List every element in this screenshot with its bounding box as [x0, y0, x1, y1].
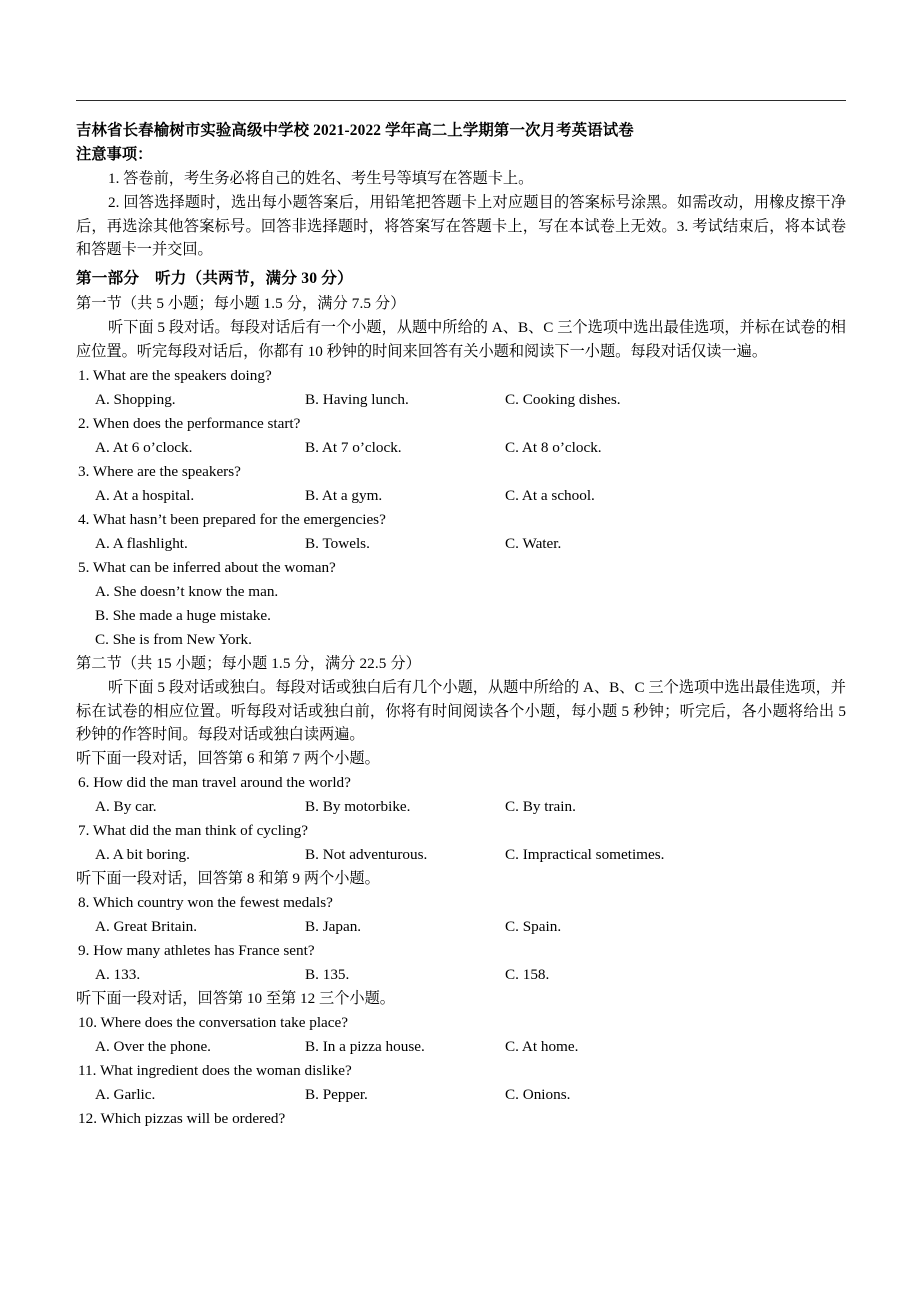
option-b[interactable]: B. At a gym.: [305, 486, 383, 504]
option-a[interactable]: A. Garlic.: [95, 1086, 156, 1104]
question-stem: 11. What ingredient does the woman dislike?: [78, 1062, 352, 1080]
option-a[interactable]: A. At a hospital.: [95, 486, 195, 504]
question-options: [76, 795, 846, 819]
question-options: [76, 1035, 846, 1059]
option-c[interactable]: C. At home.: [505, 1038, 579, 1056]
option-a[interactable]: A. Shopping.: [95, 390, 176, 408]
question-options: [76, 963, 846, 987]
question-stem: 6. How did the man travel around the world?: [78, 774, 351, 792]
option-a[interactable]: A. A bit boring.: [95, 846, 190, 864]
question-options: [76, 532, 846, 556]
question-stem: 7. What did the man think of cycling?: [78, 822, 309, 840]
section-one-directions: 听下面 5 段对话。每段对话后有一个小题，从题中所给的 A、B、C 三个选项中选出最佳选项，并标在试卷的相应位置。听完每段对话后，你都有 10 秒钟的时间来回答有关小题和阅读下一小题。每段对话仅读一遍。: [76, 319, 846, 360]
option-b[interactable]: B. 135.: [305, 966, 350, 984]
option-a[interactable]: A. By car.: [95, 798, 157, 816]
notice-item-1: 1. 答卷前，考生务必将自己的姓名、考生号等填写在答题卡上。: [108, 170, 534, 187]
question-stem: 8. Which country won the fewest medals?: [78, 894, 333, 912]
option-c[interactable]: C. Onions.: [505, 1086, 571, 1104]
notice-item-2: 2. 回答选择题时，选出每小题答案后，用铅笔把答题卡上对应题目的答案标号涂黑。如需改动，用橡皮擦干净后，再选涂其他答案标号。回答非选择题时，将答案写在答题卡上，写在本试卷上无效。3. 考试结束后，将本试卷和答题卡一并交回。: [76, 193, 846, 259]
option-b[interactable]: B. Not adventurous.: [305, 846, 428, 864]
option-a[interactable]: A. Great Britain.: [95, 918, 198, 936]
question-options: [76, 484, 846, 508]
section-two-heading: 第二节（共 15 小题；每小题 1.5 分，满分 22.5 分）: [76, 654, 421, 672]
question-stem: 4. What hasn’t been prepared for the emergencies?: [78, 510, 386, 528]
question-options: [76, 436, 846, 460]
question-stem: 5. What can be inferred about the woman?: [78, 558, 336, 576]
option-b[interactable]: B. At 7 o’clock.: [305, 438, 402, 456]
option-c[interactable]: C. At a school.: [505, 486, 595, 504]
option-b[interactable]: B. Having lunch.: [305, 390, 409, 408]
option-a[interactable]: A. A flashlight.: [95, 534, 188, 552]
question-stem: 9. How many athletes has France sent?: [78, 942, 315, 960]
option-c[interactable]: C. 158.: [505, 966, 550, 984]
page-title: 吉林省长春榆树市实验高级中学校 2021-2022 学年高二上学期第一次月考英语试卷: [76, 122, 634, 139]
question-options: [76, 1083, 846, 1107]
option-c[interactable]: C. Spain.: [505, 918, 562, 936]
question-options: [76, 915, 846, 939]
option-b[interactable]: B. In a pizza house.: [305, 1038, 425, 1056]
listening-group-note: 听下面一段对话，回答第 8 和第 9 两个小题。: [76, 870, 380, 888]
option-a[interactable]: A. At 6 o’clock.: [95, 438, 193, 456]
listening-group-note: 听下面一段对话，回答第 10 至第 12 三个小题。: [76, 990, 395, 1008]
question-options: [76, 843, 846, 867]
page-content: [76, 0, 846, 1131]
notice-label: 注意事项：: [76, 146, 153, 163]
option-c[interactable]: C. Impractical sometimes.: [505, 846, 665, 864]
option-c[interactable]: C. Water.: [505, 534, 562, 552]
header-divider: [76, 100, 846, 101]
option-b[interactable]: B. She made a huge mistake.: [95, 606, 271, 624]
option-c[interactable]: C. By train.: [505, 798, 576, 816]
section-one-heading: 第一节（共 5 小题；每小题 1.5 分，满分 7.5 分）: [76, 295, 406, 313]
option-c[interactable]: C. At 8 o’clock.: [505, 438, 602, 456]
question-options: [76, 388, 846, 412]
option-c[interactable]: C. She is from New York.: [95, 630, 252, 648]
option-b[interactable]: B. Japan.: [305, 918, 362, 936]
option-a[interactable]: A. 133.: [95, 966, 141, 984]
question-stem: 10. Where does the conversation take place?: [78, 1014, 349, 1032]
option-b[interactable]: B. Pepper.: [305, 1086, 368, 1104]
listening-group-note: 听下面一段对话，回答第 6 和第 7 两个小题。: [76, 750, 380, 768]
section-two-directions: 听下面 5 段对话或独白。每段对话或独白后有几个小题，从题中所给的 A、B、C 三个选项中选出最佳选项，并标在试卷的相应位置。听每段对话或独白前，你将有时间阅读各个小题，每小题 5 秒钟；听完后，各小题将给出 5 秒钟的作答时间。每段对话或独白读两遍。: [76, 678, 846, 744]
question-stem: 12. Which pizzas will be ordered?: [78, 1110, 286, 1128]
part-one-heading: 第一部分 听力（共两节，满分 30 分）: [76, 270, 353, 288]
option-a[interactable]: A. She doesn’t know the man.: [95, 582, 279, 600]
option-b[interactable]: B. By motorbike.: [305, 798, 411, 816]
option-c[interactable]: C. Cooking dishes.: [505, 390, 621, 408]
question-stem: 1. What are the speakers doing?: [78, 366, 272, 384]
option-a[interactable]: A. Over the phone.: [95, 1038, 211, 1056]
option-b[interactable]: B. Towels.: [305, 534, 370, 552]
question-stem: 2. When does the performance start?: [78, 414, 301, 432]
question-stem: 3. Where are the speakers?: [78, 462, 241, 480]
